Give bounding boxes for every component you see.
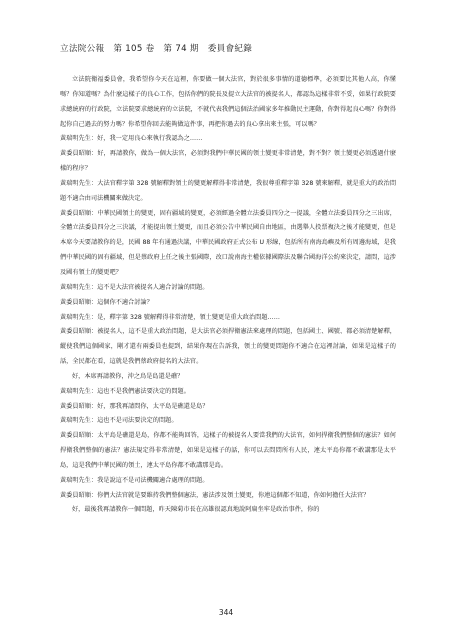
paragraph: 黃委員昭順：被提名人，這不是重大政治問題，是大法官必須捍衛憲法來處理的問題，包括國土、國號、都必須清楚解釋，縱使我們這個國家，剛才還有兩委員也提到，結果你現在告訴我，領土的變更問題你不適合在這裡討論，如果是這樣子的話，全民都在看，這就是我們蔡政府提名的大法官。 — [60, 328, 396, 366]
paragraph: 好，本席再請教你，沖之鳥是島還是礁？ — [72, 372, 184, 380]
paragraph: 立法院衛福委員會，我希望你今天在這裡，你要做一個大法官，對於很多事情的道德標準，必須要比其他人高，你懂嗎？你知道嗎？為什麼這樣子的良心工作，包括你們的院長及提立大法官的被提名人，都認為這樣非常不妥，如果行政院要求總統府的行政院，立法院要求總統府的立法院，不就代表我們這個法治國家多年推動民主運動，你對得起良心嗎？你對得起你自己過去的努力嗎？你希望你回去能夠做這件事，再把你過去的良心拿出來主張，可以嗎？ — [60, 76, 396, 128]
paragraph: 黃委員昭順：太平島是礁還是島，你都不能夠回答，這樣子的被提名人要當我們的大法官，如何捍衛我們整個的憲法？如何捍衛我們整個的憲法？憲法規定得非常清楚，如果是這樣子的話，你可以去問問所有人民，連太平島你都不敢講那是太平島，這是我們中華民國的領土，連太平島你都不敢講那是島。 — [60, 432, 396, 469]
paragraph: 黃委員昭順：你們大法官就是要維持我們整個憲法，憲法涉及領土變更，你連這個都不知道，你如何擔任大法官？ — [60, 491, 370, 499]
page-number: 344 — [218, 608, 234, 617]
paragraph: 黃委員昭順：好，再請教你，做為一個大法官，必須對我們中華民國的領土變更非常清楚，對不對？領土變更必須透過什麼樣的程序？ — [60, 150, 396, 173]
paragraph: 黃瑞明先生：大法官釋字第 328 號解釋對領土的變更解釋得非常清楚，我很尊重釋字第 328 號來解釋，就是重大的政治問題不適合由司法機關來做決定。 — [60, 179, 396, 202]
paragraph: 黃委員昭順：好，那我再請問你，太平島是礁還是島？ — [60, 402, 209, 410]
paragraph: 好，最後我再請教你一個問題，昨天陳菊市長在高雄很認真地說阿扁坐牢是政治事件，你的 — [72, 506, 320, 514]
paragraph: 黃瑞明先生：這也不是我們憲法要決定的問題。 — [60, 387, 190, 395]
paragraph: 黃瑞明先生：是，釋字第 328 號解釋得非常清楚，領土變更是重大政治問題…… — [60, 313, 280, 321]
paragraph: 黃委員昭順：這個你不適合討論？ — [60, 298, 153, 306]
page-header: 立法院公報 第 105 卷 第 74 期 委員會紀錄 — [60, 44, 253, 54]
paragraph: 黃瑞明先生：這也不是司法要決定的問題。 — [60, 417, 178, 425]
page-body — [60, 73, 396, 518]
paragraph: 黃瑞明先生：這不是大法官被提名人適合討論的問題。 — [60, 283, 209, 291]
paragraph: 黃瑞明先生：我是說這不是司法機關適合處理的問題。 — [60, 476, 209, 484]
paragraph: 黃瑞明先生：好，我一定用良心來執行我認為之…… — [60, 135, 203, 143]
paragraph: 黃委員昭順：中華民國領土的變更，固有疆域的變更，必須經過全體立法委員四分之一提議，全體立法委員四分之三出席，全體立法委員四分之三決議，才能提出領土變更，而且必須公告中華民國自由地區，由選舉人投票複決之後才能變更，但是本席今天要請教你的是，民國 88 年有通過決議，中華民國政府正式公布 U 形線，包括所有南海島嶼及所有周邊海域，是我們中華民國的固有疆域，但是蔡政府上任之後主張國際，改口說南海主權依據國際法及聯合國海洋公約來決定，請問，這涉及國有領土的變更吧？ — [60, 209, 396, 276]
